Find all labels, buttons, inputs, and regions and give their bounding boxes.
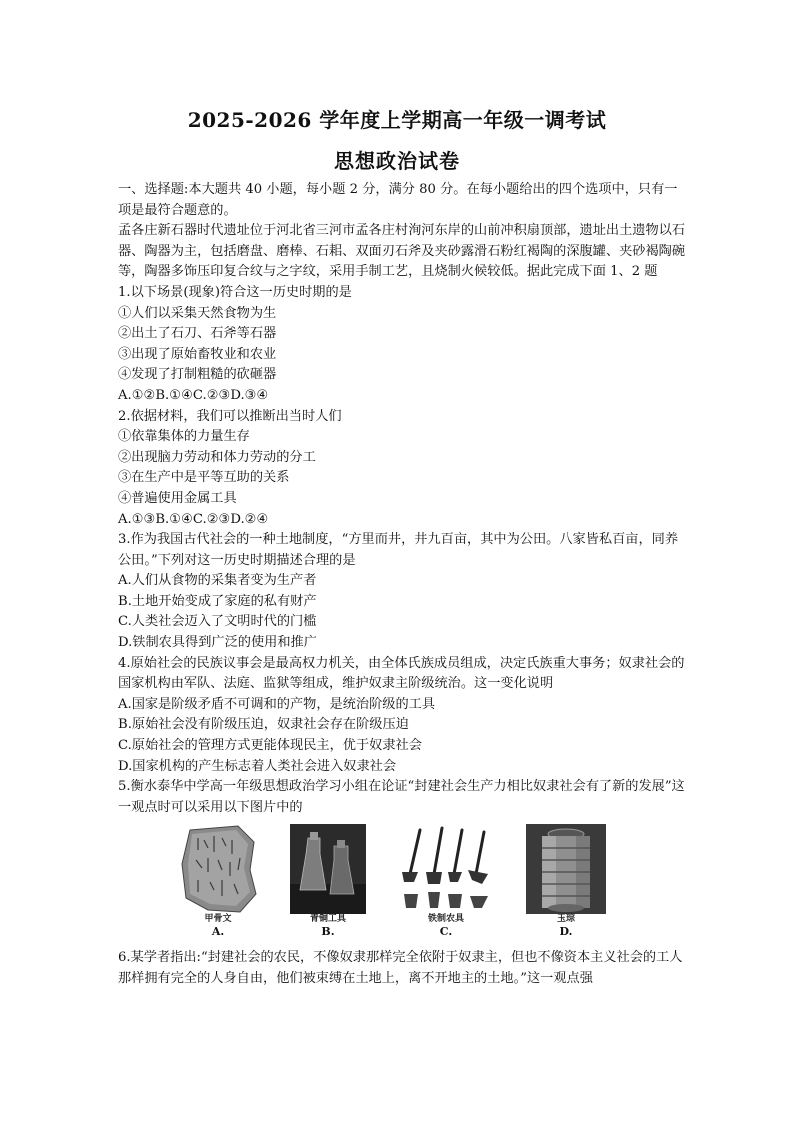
question-1-options: A.①②B.①④C.②③D.③④ bbox=[118, 387, 269, 403]
reading-passage: 孟各庄新石器时代遗址位于河北省三河市孟各庄村洵河东岸的山前冲积扇顶部，遗址出土遗物以石器、陶器为主，包括磨盘、磨棒、石耜、双面刃石斧及夹砂露滑石粉红褐陶的深腹罐、夹砂褐陶碗等，陶器多饰压印复合纹与之字纹，采用手制工艺，且烧制火候较低。据此完成下面 1、2 题 bbox=[118, 223, 686, 280]
jade-cong-image bbox=[526, 824, 606, 914]
question-4-option: D.国家机构的产生标志着人类社会进入奴隶社会 bbox=[118, 758, 397, 774]
question-2-options: A.①③B.①④C.②③D.②④ bbox=[118, 511, 269, 527]
question-2-item: ②出现脑力劳动和体力劳动的分工 bbox=[118, 449, 316, 465]
iron-tools-image bbox=[398, 824, 494, 914]
exam-subtitle: 思想政治试卷 bbox=[334, 149, 460, 173]
figure-a bbox=[178, 824, 258, 938]
oracle-bone-image bbox=[178, 824, 258, 914]
figure-b-caption: 青铜工具 bbox=[309, 914, 346, 925]
bronze-tools-image bbox=[290, 824, 366, 914]
question-4-stem: 4.原始社会的民族议事会是最高权力机关，由全体氏族成员组成，决定氏族重大事务；奴隶社会的国家机构由军队、法庭、监狱等组成，维护奴隶主阶级统治。这一变化说明 bbox=[118, 655, 685, 692]
figure-c bbox=[398, 824, 494, 938]
figure-d-caption: 玉琮 bbox=[556, 914, 575, 925]
question-3-option: B.土地开始变成了家庭的私有财产 bbox=[118, 593, 317, 609]
figure-a-label: A. bbox=[211, 925, 225, 939]
section-instructions: 一、选择题:本大题共 40 小题，每小题 2 分，满分 80 分。在每小题给出的四个选项中，只有一项是最符合题意的。 bbox=[118, 182, 678, 218]
figure-d bbox=[526, 824, 606, 938]
figure-a-caption: 甲骨文 bbox=[204, 914, 232, 925]
exam-title: 2025-2026 学年度上学期高一年级一调考试 bbox=[187, 108, 607, 132]
exam-content bbox=[118, 180, 686, 990]
question-3-option: A.人们从食物的采集者变为生产者 bbox=[118, 573, 317, 589]
question-6-stem: 6.某学者指出:“封建社会的农民，不像奴隶那样完全依附于奴隶主，但也不像资本主义社会的工人那样拥有完全的人身自由，他们被束缚在土地上，离不开地主的土地。”这一观点强 bbox=[118, 950, 683, 986]
question-2-stem: 2.依据材料，我们可以推断出当时人们 bbox=[118, 408, 342, 424]
question-4-option: B.原始社会没有阶级压迫，奴隶社会存在阶级压迫 bbox=[118, 717, 409, 733]
question-1-item: ①人们以采集天然食物为生 bbox=[118, 305, 277, 321]
question-3-option: C.人类社会迈入了文明时代的门槛 bbox=[118, 614, 317, 630]
question-2-item: ③在生产中是平等互助的关系 bbox=[118, 470, 290, 486]
question-5-stem: 5.衡水泰华中学高一年级思想政治学习小组在论证“封建社会生产力相比奴隶社会有了新的发展”这一观点时可以采用以下图片中的 bbox=[118, 779, 685, 815]
question-2-item: ①依靠集体的力量生存 bbox=[118, 429, 250, 445]
question-5-figures bbox=[118, 824, 686, 946]
figure-c-label: C. bbox=[439, 925, 453, 939]
question-3-option: D.铁制农具得到广泛的使用和推广 bbox=[118, 635, 317, 651]
question-1-item: ③出现了原始畜牧业和农业 bbox=[118, 346, 277, 362]
figure-b-label: B. bbox=[321, 925, 335, 939]
question-1-item: ④发现了打制粗糙的砍砸器 bbox=[118, 367, 277, 383]
question-1-item: ②出土了石刀、石斧等石器 bbox=[118, 326, 277, 342]
question-4-option: C.原始社会的管理方式更能体现民主，优于奴隶社会 bbox=[118, 738, 422, 754]
figure-d-label: D. bbox=[559, 925, 573, 939]
question-3-stem: 3.作为我国古代社会的一种土地制度，“方里而井，井九百亩，其中为公田。八家皆私百亩，同养公田。”下列对这一历史时期描述合理的是 bbox=[118, 532, 679, 568]
figure-c-caption: 铁制农具 bbox=[427, 914, 464, 925]
question-2-item: ④普遍使用金属工具 bbox=[118, 490, 237, 506]
question-1-stem: 1.以下场景(现象)符合这一历史时期的是 bbox=[118, 284, 352, 300]
question-4-option: A.国家是阶级矛盾不可调和的产物，是统治阶级的工具 bbox=[118, 696, 436, 712]
figure-b bbox=[290, 824, 366, 938]
